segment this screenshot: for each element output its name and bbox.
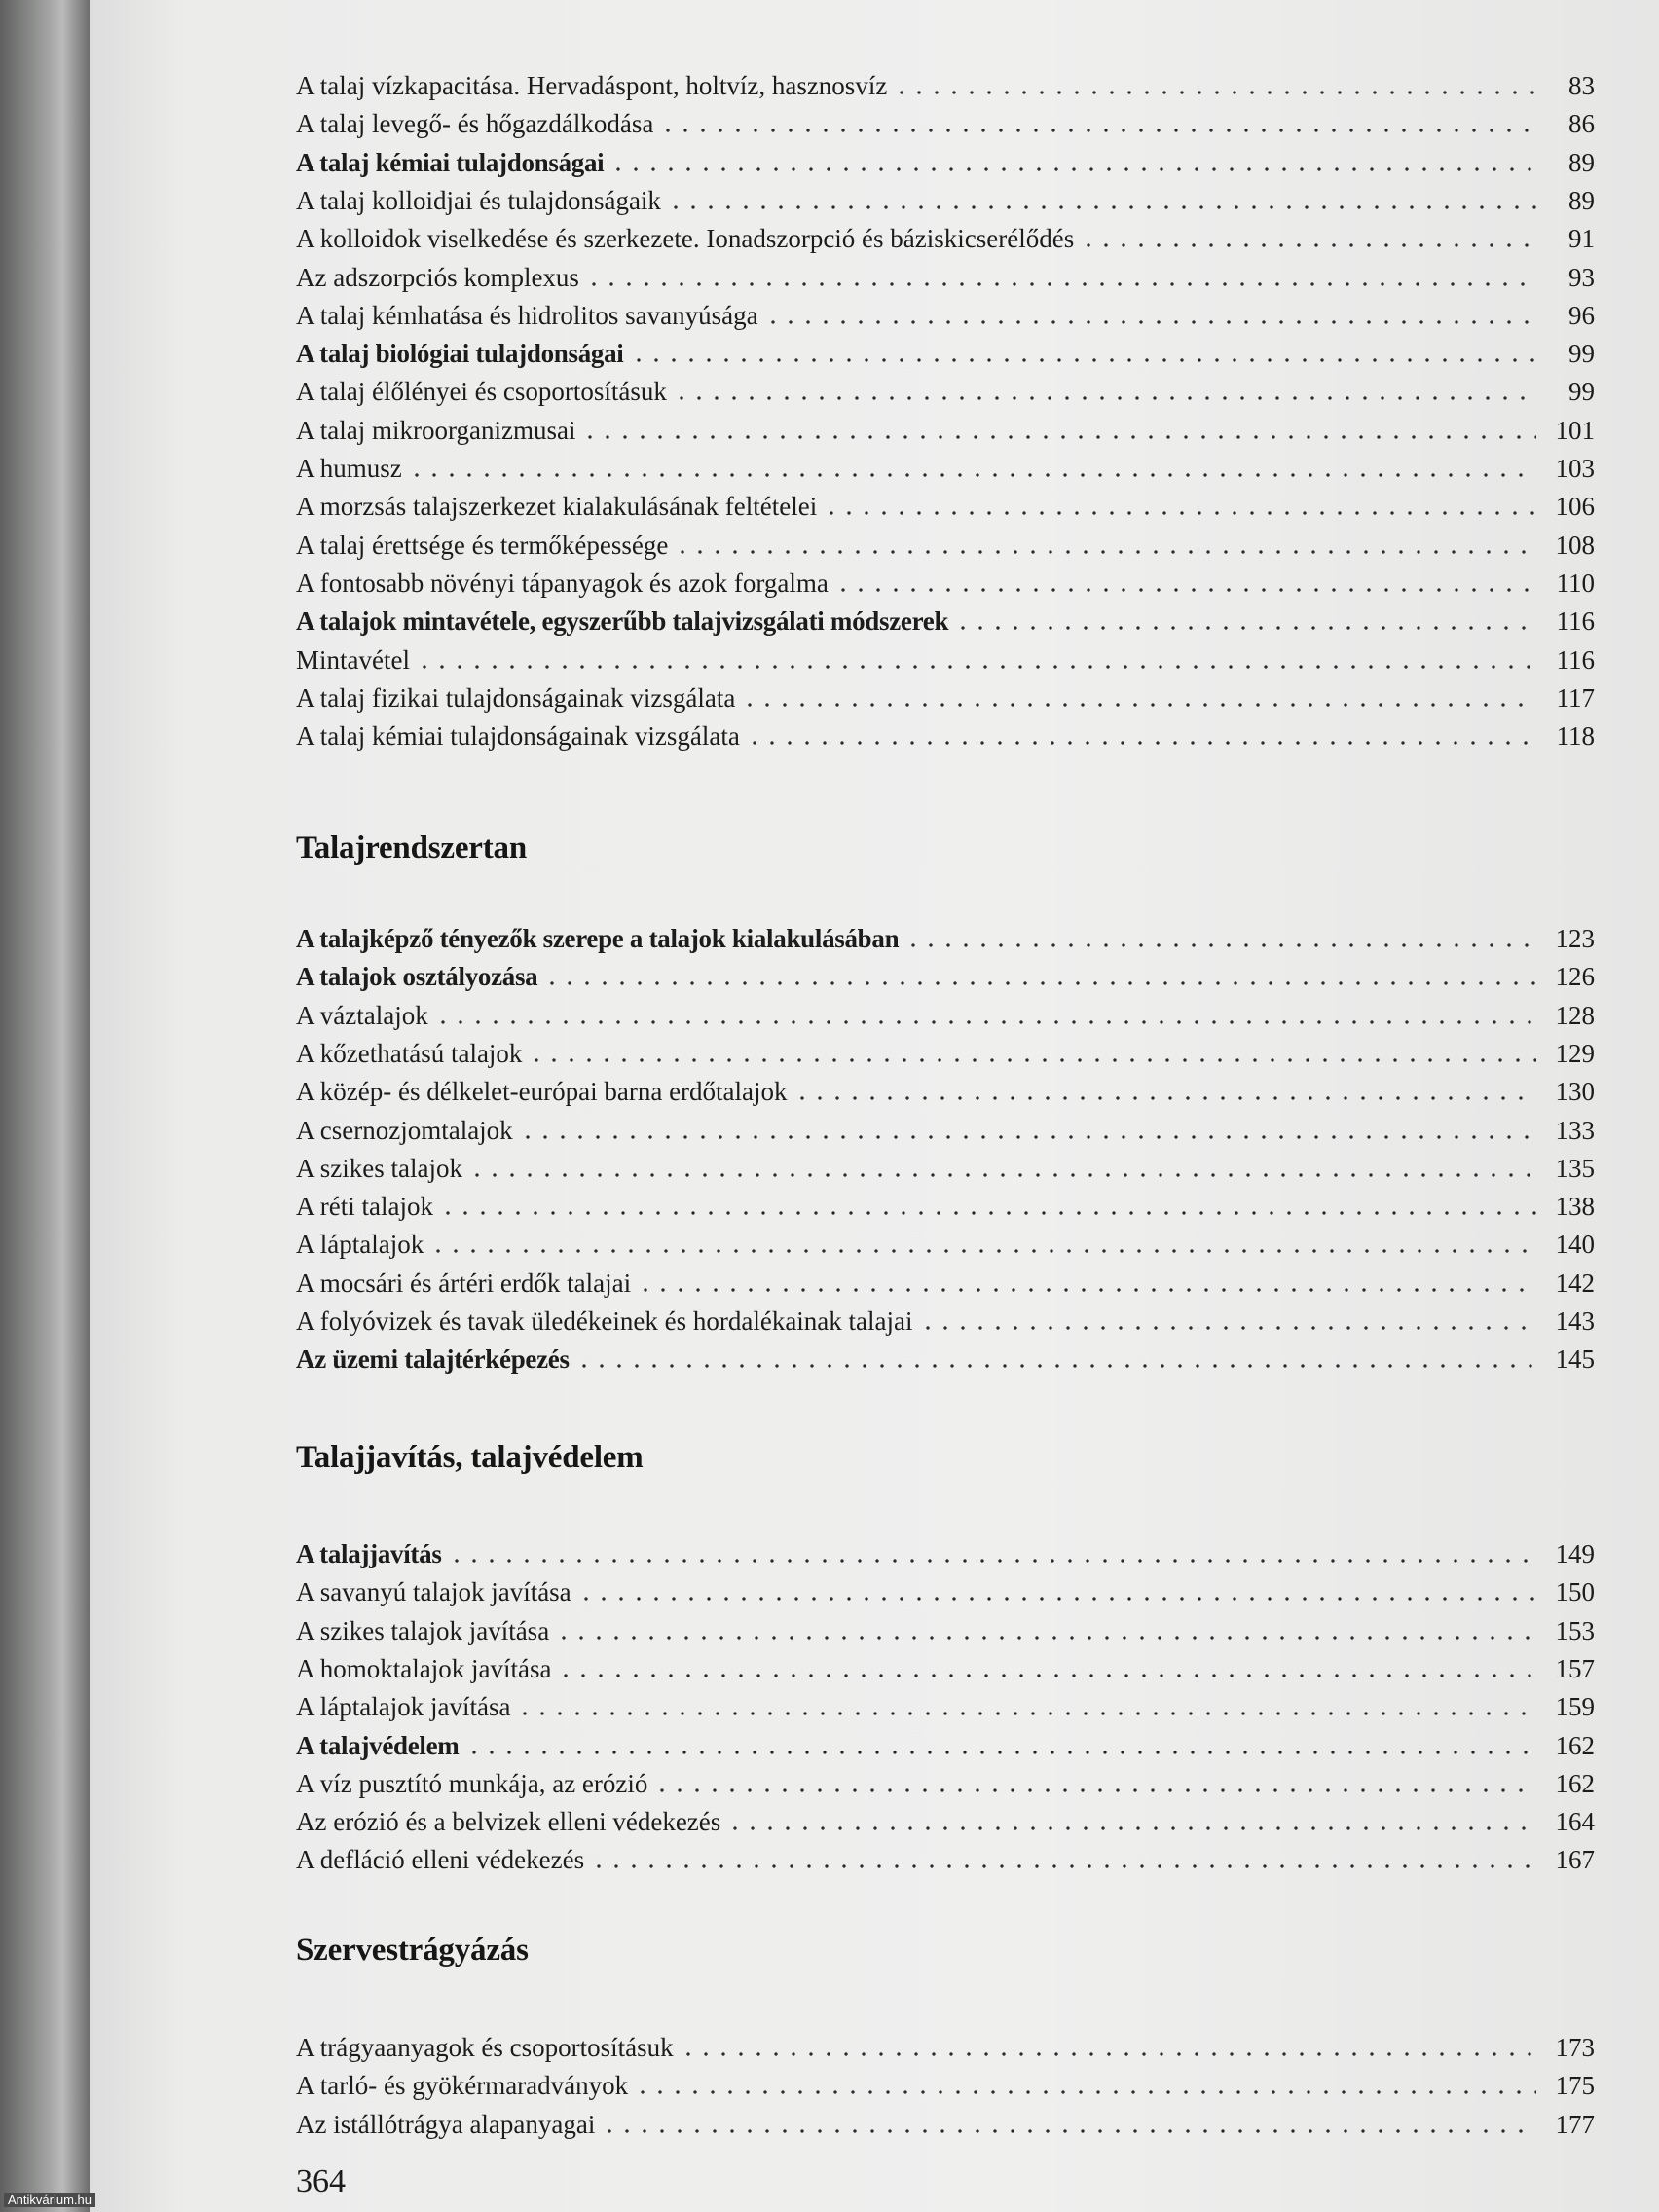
toc-entry	[296, 334, 1595, 369]
toc-entry-page: 91	[1568, 224, 1595, 254]
toc-entry-title: Mintavétel	[296, 645, 410, 675]
toc-entry	[296, 1149, 1595, 1184]
toc-entry-title: A talaj kémhatása és hidrolitos savanyúsága	[296, 300, 758, 330]
toc-entry	[296, 487, 1595, 522]
dot-leader	[764, 320, 1536, 324]
dot-leader	[637, 1288, 1536, 1292]
toc-entry	[296, 2066, 1595, 2101]
toc-entry-title: A talaj kémiai tulajdonságainak vizsgálata	[296, 721, 740, 752]
toc-entry-title: A talajok mintavétele, egyszerűbb talajvizsgálati módszerek	[296, 607, 949, 637]
dot-leader	[680, 2052, 1536, 2056]
toc-entry-page: 130	[1555, 1077, 1595, 1107]
toc-entry-title: A közép- és délkelet-európai barna erdőtalajok	[296, 1077, 788, 1107]
toc-entry-page: 83	[1568, 71, 1595, 100]
toc-entry-page: 116	[1556, 607, 1595, 637]
toc-entry-title: A talajjavítás	[296, 1539, 442, 1568]
toc-entry-title: Az üzemi talajtérképezés	[296, 1345, 570, 1375]
toc-entry-title: A talaj élőlényei és csoportosításuk	[296, 377, 667, 407]
toc-entry	[296, 411, 1595, 446]
toc-entry	[296, 1340, 1595, 1375]
dot-leader	[834, 588, 1536, 592]
toc-entry	[296, 2028, 1595, 2063]
toc-entry-title: A folyóvizek és tavak üledékeinek és hordalékainak talajai	[296, 1307, 913, 1336]
toc-entry-title: A láptalajok	[296, 1230, 424, 1260]
toc-entry-page: 86	[1568, 109, 1595, 139]
toc-entry-title: A fontosabb növényi tápanyagok és azok forgalma	[296, 568, 829, 598]
dot-leader	[468, 1173, 1536, 1177]
toc-entry-page: 93	[1568, 262, 1595, 292]
toc-entry	[296, 1302, 1595, 1337]
book-spine	[0, 0, 90, 2212]
dot-leader	[741, 703, 1536, 707]
dot-leader	[416, 665, 1536, 669]
dot-leader	[516, 1712, 1536, 1715]
toc-entry-page: 99	[1568, 377, 1595, 407]
toc-entry	[296, 66, 1595, 101]
section-title: Talajjavítás, talajvédelem	[296, 1440, 644, 1475]
toc-entry	[296, 1840, 1595, 1875]
dot-leader	[919, 1326, 1537, 1330]
toc-entry	[296, 957, 1595, 992]
toc-entry-page: 103	[1555, 454, 1595, 483]
toc-entry	[296, 919, 1595, 954]
toc-entry-page: 128	[1555, 1000, 1595, 1030]
toc-entry-title: A talaj fizikai tulajdonságainak vizsgálata	[296, 682, 736, 713]
toc-entry-title: A talajok osztályozása	[296, 962, 538, 992]
toc-entry-page: 99	[1568, 339, 1595, 369]
toc-entry	[296, 526, 1595, 561]
toc-entry-page: 89	[1568, 185, 1595, 215]
toc-entry	[296, 679, 1595, 714]
toc-entry	[296, 996, 1595, 1031]
toc-entry-page: 164	[1555, 1807, 1595, 1837]
toc-entry-page: 150	[1555, 1577, 1595, 1607]
toc-entry-title: A talaj biológiai tulajdonságai	[296, 339, 624, 369]
toc-entry-title: A humusz	[296, 454, 402, 483]
dot-leader	[674, 550, 1536, 554]
dot-leader	[823, 511, 1536, 515]
toc-entry-page: 162	[1555, 1768, 1595, 1798]
toc-entry-page: 116	[1556, 645, 1595, 675]
toc-entry	[296, 104, 1595, 139]
toc-entry-title: A trágyaanyagok és csoportosításuk	[296, 2033, 674, 2062]
toc-entry-title: A morzsás talajszerkezet kialakulásának feltételei	[296, 492, 818, 522]
dot-leader	[630, 358, 1536, 362]
dot-leader	[793, 1096, 1536, 1100]
dot-leader	[904, 943, 1536, 947]
toc-entry-title: A csernozjomtalajok	[296, 1115, 513, 1145]
toc-entry-page: 96	[1568, 300, 1595, 330]
toc-entry-title: A víz pusztító munkája, az erózió	[296, 1768, 648, 1798]
dot-leader	[634, 2090, 1536, 2094]
toc-entry	[296, 258, 1595, 293]
toc-entry-page: 133	[1555, 1115, 1595, 1145]
toc-entry	[296, 1264, 1595, 1299]
toc-entry-title: Az erózió és a belvizek elleni védekezés	[296, 1807, 721, 1837]
toc-entry-title: A mocsári és ártéri erdők talajai	[296, 1268, 632, 1298]
dot-leader	[673, 396, 1536, 400]
toc-entry	[296, 1687, 1595, 1722]
dot-leader	[1080, 243, 1536, 247]
section-title: Talajrendszertan	[296, 830, 527, 866]
toc-entry	[296, 1111, 1595, 1146]
toc-entry	[296, 602, 1595, 637]
toc-entry-page: 129	[1555, 1038, 1595, 1068]
toc-entry-page: 149	[1555, 1539, 1595, 1568]
dot-leader	[543, 981, 1536, 985]
toc-entry-page: 162	[1555, 1730, 1595, 1760]
toc-entry-title: A savanyú talajok javítása	[296, 1577, 571, 1607]
dot-leader	[954, 626, 1536, 630]
dot-leader	[609, 167, 1536, 171]
dot-leader	[590, 1864, 1536, 1868]
toc-entry	[296, 1802, 1595, 1837]
toc-entry-page: 153	[1555, 1615, 1595, 1645]
toc-entry-title: A talajvédelem	[296, 1730, 460, 1760]
toc-entry-title: A talaj vízkapacitása. Hervadáspont, holtvíz, hasznosvíz	[296, 71, 888, 100]
toc-entry-page: 159	[1555, 1692, 1595, 1722]
toc-entry	[296, 1034, 1595, 1069]
toc-entry-title: A talaj mikroorganizmusai	[296, 415, 576, 445]
toc-entry-page: 173	[1555, 2033, 1595, 2062]
dot-leader	[555, 1636, 1536, 1640]
toc-entry	[296, 1649, 1595, 1684]
dot-leader	[601, 2129, 1536, 2133]
dot-leader	[439, 1211, 1536, 1215]
dot-leader	[585, 282, 1536, 286]
toc-entry	[296, 1187, 1595, 1222]
toc-entry-page: 135	[1555, 1153, 1595, 1183]
toc-entry-title: A talajképző tényezők szerepe a talajok kialakulásában	[296, 924, 900, 953]
dot-leader	[577, 1597, 1536, 1601]
toc-entry-title: A talaj levegő- és hőgazdálkodása	[296, 109, 654, 139]
watermark: Antikvárium.hu	[4, 2193, 95, 2207]
dot-leader	[726, 1826, 1536, 1830]
toc-entry	[296, 449, 1595, 484]
toc-entry	[296, 1534, 1595, 1569]
dot-leader	[575, 1364, 1536, 1368]
dot-leader	[581, 435, 1536, 439]
toc-entry-page: 142	[1555, 1268, 1595, 1298]
toc-entry-page: 140	[1555, 1230, 1595, 1260]
toc-entry	[296, 219, 1595, 254]
toc-entry-page: 118	[1556, 721, 1595, 752]
page-number: 364	[296, 2163, 346, 2199]
toc-entry-page: 157	[1555, 1653, 1595, 1683]
dot-leader	[557, 1674, 1536, 1677]
toc-entry-title: A talaj kolloidjai és tulajdonságaik	[296, 185, 661, 215]
toc-entry-page: 126	[1555, 962, 1595, 992]
dot-leader	[429, 1249, 1536, 1253]
toc-entry	[296, 1611, 1595, 1646]
toc-entry	[296, 1225, 1595, 1260]
dot-leader	[659, 129, 1536, 132]
dot-leader	[448, 1559, 1536, 1563]
dot-leader	[893, 91, 1536, 94]
toc-entry-page: 145	[1555, 1345, 1595, 1375]
toc-entry-title: A kolloidok viselkedése és szerkezete. Ionadszorpció és báziskicserélődés	[296, 224, 1075, 254]
toc-entry	[296, 1764, 1595, 1799]
toc-entry	[296, 1072, 1595, 1107]
toc-entry-page: 110	[1556, 568, 1595, 598]
toc-entry-page: 123	[1555, 924, 1595, 953]
toc-entry	[296, 181, 1595, 216]
toc-entry-page: 167	[1555, 1845, 1595, 1875]
toc-entry-title: A szikes talajok javítása	[296, 1615, 550, 1645]
toc-entry-page: 138	[1555, 1192, 1595, 1222]
toc-entry-page: 117	[1556, 682, 1595, 713]
toc-entry-page: 101	[1555, 415, 1595, 445]
toc-entry-page: 143	[1555, 1307, 1595, 1336]
toc-entry	[296, 564, 1595, 599]
toc-entry	[296, 641, 1595, 676]
toc-entry	[296, 296, 1595, 331]
toc-entry-title: A szikes talajok	[296, 1153, 462, 1183]
dot-leader	[667, 205, 1536, 209]
toc-entry-page: 89	[1568, 147, 1595, 177]
toc-entry-title: A defláció elleni védekezés	[296, 1845, 585, 1875]
toc-entry	[296, 1572, 1595, 1607]
dot-leader	[519, 1135, 1536, 1139]
toc-entry-title: A talaj kémiai tulajdonságai	[296, 147, 605, 177]
dot-leader	[653, 1788, 1536, 1792]
dot-leader	[746, 741, 1536, 745]
toc-entry-title: A réti talajok	[296, 1192, 433, 1222]
toc-entry	[296, 2105, 1595, 2140]
toc-entry-page: 106	[1555, 492, 1595, 522]
dot-leader	[465, 1751, 1536, 1754]
toc-entry-title: A láptalajok javítása	[296, 1692, 511, 1722]
toc-entry-title: A váztalajok	[296, 1000, 428, 1030]
toc-entry	[296, 143, 1595, 178]
dot-leader	[408, 473, 1536, 477]
dot-leader	[434, 1020, 1536, 1024]
toc-entry-title: Az istállótrágya alapanyagai	[296, 2109, 596, 2139]
toc-entry-title: A talaj érettsége és termőképessége	[296, 530, 669, 560]
toc-entry-page: 175	[1555, 2071, 1595, 2101]
dot-leader	[528, 1058, 1536, 1062]
toc-entry-page: 177	[1555, 2109, 1595, 2139]
toc-entry-title: A homoktalajok javítása	[296, 1653, 552, 1683]
toc-entry-page: 108	[1555, 530, 1595, 560]
section-title: Szervestrágyázás	[296, 1933, 529, 1968]
toc-entry-title: Az adszorpciós komplexus	[296, 262, 579, 292]
toc-entry	[296, 372, 1595, 407]
toc-entry-title: A kőzethatású talajok	[296, 1038, 523, 1068]
toc-entry	[296, 717, 1595, 752]
toc-entry	[296, 1726, 1595, 1761]
toc-entry-title: A tarló- és gyökérmaradványok	[296, 2071, 629, 2101]
